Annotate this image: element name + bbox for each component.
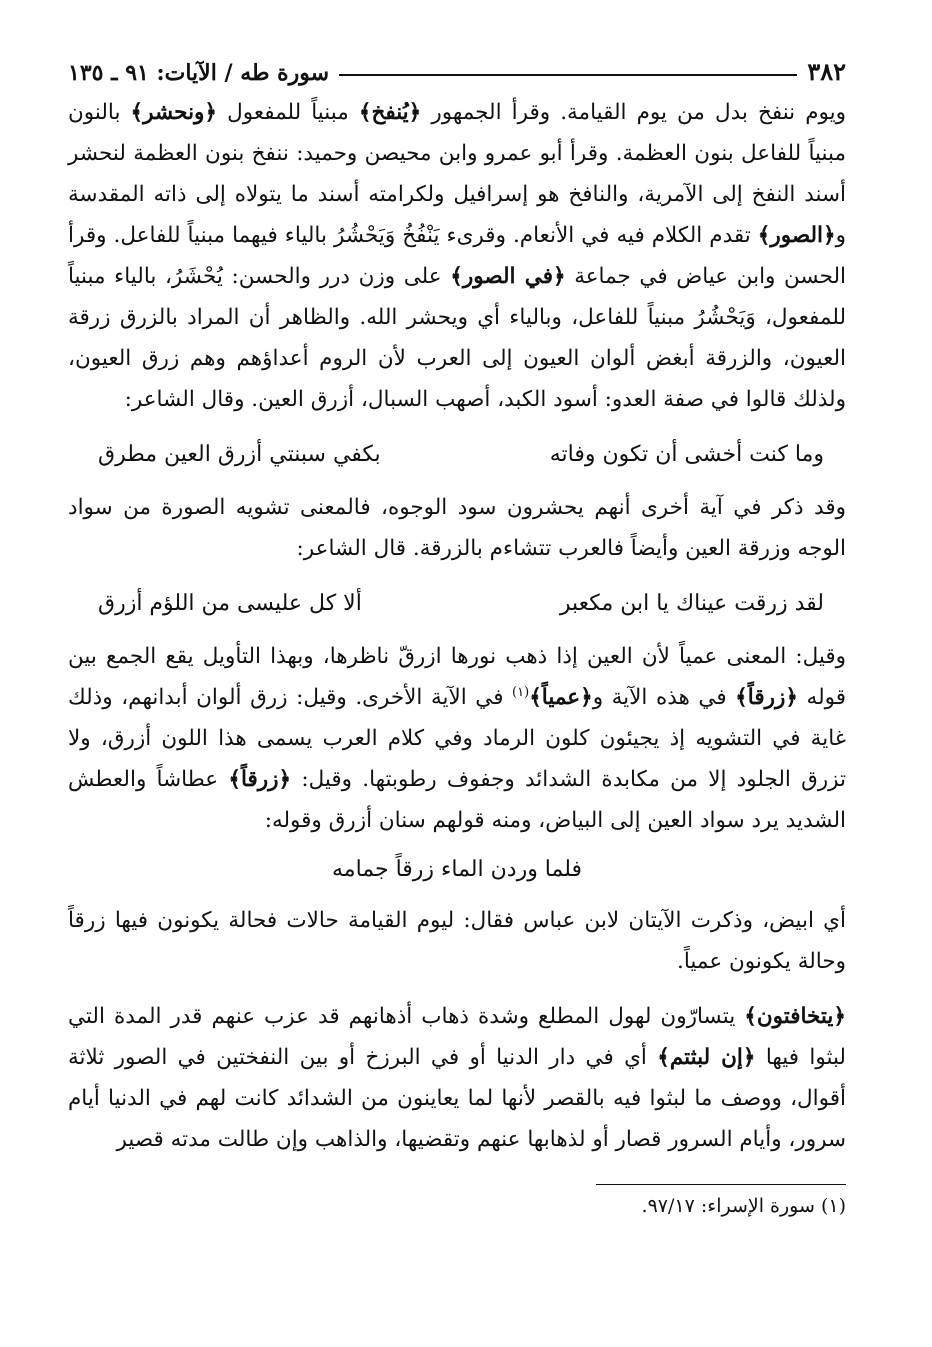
quranic-term: ﴿عمياً﴾: [529, 685, 593, 710]
poetry-verse: [68, 434, 846, 475]
paragraph: [68, 996, 846, 1160]
text-run: في هذه الآية و: [592, 685, 736, 710]
quranic-term: ﴿يتخافتون﴾: [744, 1004, 846, 1029]
poetry-verse: [68, 583, 846, 624]
header-rule: [339, 74, 797, 76]
text-run: وقيل: المعنى عمياً لأن العين إذا ذهب نورها ازرقّ ناظرها، وبهذا التأويل يقع الجمع بين قوله: [68, 644, 846, 710]
verse-second-hemistich: ألا كل عليسى من اللؤم أزرق: [98, 591, 362, 616]
text-run: بالنون مبنياً للفاعل بنون العظمة. وقرأ أبو عمرو وابن محيصن وحميد: ننفخ بنون العظمة لنحشر أسند النفخ إلى الآمرية، والنافخ هو إسرافيل ولكرامته أسند ما يتولاه إلى ذاته المقدسة و: [68, 100, 846, 248]
running-title: سورة طه / الآيات: ٩١ ـ ١٣٥: [68, 60, 330, 86]
verse-second-hemistich: بكفي سبنتي أزرق العين مطرق: [98, 442, 381, 467]
paragraph: [68, 900, 846, 982]
footnote: (١) سورة الإسراء: ٩٧/١٧.: [641, 1195, 846, 1217]
paragraph: [68, 92, 846, 420]
quranic-term: ﴿في الصور﴾: [450, 264, 566, 289]
paragraph: [68, 636, 846, 841]
paragraph: [68, 487, 846, 569]
quranic-term: ﴿إن لبثتم﴾: [657, 1045, 756, 1070]
text-run: عطاشاً والعطش الشديد يرد سواد العين إلى البياض، ومنه قولهم سنان أزرق وقوله:: [68, 767, 846, 833]
body-text: [68, 92, 846, 1160]
text-run: على وزن درر والحسن: يُحْشَرُ، بالياء مبنياً للمفعول، وَيَحْشُرُ مبنياً للفاعل، وبالياء أي ويحشر الله. والظاهر أن المراد بالزرق زرقة العيون، والزرقة أبغض ألوان العيون إلى العرب لأن الروم أعداؤهم وهم زرق العيون، ولذلك قالوا في صفة العدو: أسود الكبد، أصهب السبال، أزرق العين. وقال الشاعر:: [68, 264, 846, 412]
text-run: أي في دار الدنيا أو في البرزخ أو بين النفختين في الصور ثلاثة أقوال، ووصف ما لبثوا فيه بالقصر لأنها لما يعاينون من الشدائد كانت لهم في الدنيا أيام سرور، وأيام السرور قصار أو لذهابها عنهم وتقضيها، والذاهب وإن طالت مدته قصير: [68, 1045, 846, 1152]
verse-first-hemistich: وما كنت أخشى أن تكون وفاته: [549, 442, 824, 467]
quranic-term: ﴿الصور﴾: [757, 223, 836, 248]
text-run: يتسارّون لهول المطلع وشدة ذهاب أذهانهم قد عزب عنهم قدر المدة التي لبثوا فيها: [68, 1004, 846, 1070]
text-run: تقدم الكلام فيه في الأنعام. وقرىء يَنْفُخُ وَيَحْشُرُ بالياء فيهما مبنياً للفاعل. وقرأ الحسن وابن عياض في جماعة: [68, 223, 846, 289]
book-page: [68, 52, 846, 1223]
quranic-term: ﴿يُنفخ﴾: [358, 100, 422, 125]
text-run: ويوم ننفخ بدل من يوم القيامة. وقرأ الجمهور: [421, 100, 847, 125]
quranic-term: ﴿زرقاً﴾: [735, 685, 798, 710]
quranic-term: ﴿زرقاً﴾: [228, 767, 292, 792]
poetry-hemistich: فلما وردن الماء زرقاً جمامه: [331, 857, 583, 882]
text-run: أي ابيض، وذكرت الآيتان لابن عباس فقال: ليوم القيامة حالات فحالة يكونون فيها زرقاً وحالة يكونون عمياً.: [68, 908, 846, 974]
text-run: مبنياً للمفعول: [217, 100, 359, 125]
footnote-divider: [596, 1184, 846, 1185]
footnote-marker: (١): [512, 684, 530, 700]
page-header: [68, 52, 846, 86]
page-number: ٣٨٢: [807, 57, 846, 86]
quranic-term: ﴿ونحشر﴾: [130, 100, 218, 125]
text-run: وقد ذكر في آية أخرى أنهم يحشرون سود الوجوه، فالمعنى تشويه الصورة من سواد الوجه وزرقة العين وأيضاً فالعرب تتشاءم بالزرقة. قال الشاعر:: [68, 495, 846, 561]
text-run: في الآية الأخرى. وقيل: زرق ألوان أبدانهم، وذلك غاية في التشويه إذ يجيئون كلون الرماد وفي كلام العرب يسمى هذا اللون أزرق، ولا تزرق الجلود إلا من مكابدة الشدائد وجفوف رطوبتها. وقيل:: [68, 685, 846, 792]
verse-first-hemistich: لقد زرقت عيناك يا ابن مكعبر: [559, 591, 824, 616]
